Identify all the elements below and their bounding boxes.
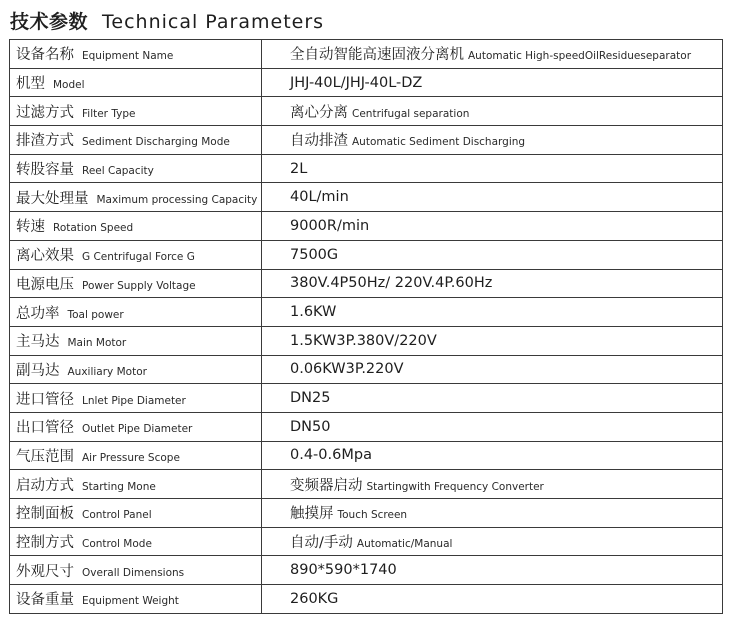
parameter-value-english: Startingwith Frequency Converter xyxy=(366,480,544,493)
parameter-value: 40L/min xyxy=(290,189,349,206)
parameter-label-cell xyxy=(10,97,262,126)
parameter-label-chinese: 机型 xyxy=(16,76,45,93)
parameter-label-english: Sediment Discharging Mode xyxy=(82,136,230,149)
parameter-value-cell xyxy=(262,412,723,441)
table-row xyxy=(10,68,723,97)
table-row xyxy=(10,384,723,413)
parameter-label-english: Main Motor xyxy=(67,337,127,350)
parameter-label-chinese: 离心效果 xyxy=(16,248,74,265)
parameter-value-english: Automatic High-speedOilResidueseparator xyxy=(468,50,692,63)
parameter-label-english: Power Supply Voltage xyxy=(82,279,196,292)
parameter-label-cell xyxy=(10,441,262,470)
table-row xyxy=(10,470,723,499)
parameter-label-chinese: 主马达 xyxy=(16,334,60,351)
table-row xyxy=(10,556,723,585)
table-row xyxy=(10,126,723,155)
parameter-value-cell xyxy=(262,470,723,499)
parameter-value: 0.4-0.6Mpa xyxy=(290,447,372,464)
parameter-value: 380V.4P50Hz/ 220V.4P.60Hz xyxy=(290,275,493,292)
parameter-label-chinese: 设备名称 xyxy=(16,47,74,64)
parameter-label-chinese: 转股容量 xyxy=(16,162,74,179)
parameter-value-cell xyxy=(262,212,723,241)
parameter-value-cell xyxy=(262,126,723,155)
parameter-label-english: Reel Capacity xyxy=(82,165,154,178)
parameter-value: 260KG xyxy=(290,590,339,607)
parameter-label-cell xyxy=(10,240,262,269)
parameter-value-cell xyxy=(262,355,723,384)
parameter-label-chinese: 过滤方式 xyxy=(16,104,74,121)
table-row xyxy=(10,212,723,241)
parameter-value-cell xyxy=(262,183,723,212)
parameter-value-cell xyxy=(262,585,723,614)
parameter-label-cell xyxy=(10,384,262,413)
parameter-value-cell xyxy=(262,68,723,97)
parameter-label-english: Lnlet Pipe Diameter xyxy=(82,394,186,407)
parameter-label-english: Starting Mone xyxy=(82,480,156,493)
parameter-value: 全自动智能高速固液分离机 xyxy=(290,47,464,64)
parameter-label-cell xyxy=(10,68,262,97)
parameter-label-chinese: 副马达 xyxy=(16,362,60,379)
parameter-value: 0.06KW3P.220V xyxy=(290,361,404,378)
parameter-label-cell xyxy=(10,40,262,69)
parameter-label-chinese: 设备重量 xyxy=(16,592,74,609)
parameter-value: 变频器启动 xyxy=(290,477,363,494)
parameter-label-english: G Centrifugal Force G xyxy=(82,251,195,264)
table-row xyxy=(10,441,723,470)
parameter-value-english: Touch Screen xyxy=(337,509,408,522)
parameter-label-cell xyxy=(10,269,262,298)
parameter-label-english: Air Pressure Scope xyxy=(82,451,180,464)
parameter-label-english: Model xyxy=(53,79,85,92)
parameter-label-cell xyxy=(10,183,262,212)
parameter-label-chinese: 排渣方式 xyxy=(16,133,74,150)
parameter-label-english: Toal power xyxy=(67,308,124,321)
table-body xyxy=(10,40,723,614)
parameter-value: DN25 xyxy=(290,390,331,407)
parameter-value: 890*590*1740 xyxy=(290,562,397,579)
table-row xyxy=(10,240,723,269)
parameter-label-english: Filter Type xyxy=(82,107,136,120)
parameter-label-english: Maximum processing Capacity xyxy=(96,193,258,206)
table-row xyxy=(10,97,723,126)
parameter-label-chinese: 电源电压 xyxy=(16,276,74,293)
parameter-value: JHJ-40L/JHJ-40L-DZ xyxy=(290,74,423,91)
table-row xyxy=(10,183,723,212)
parameter-label-cell xyxy=(10,154,262,183)
table-row xyxy=(10,499,723,528)
parameter-label-cell xyxy=(10,412,262,441)
parameter-label-chinese: 总功率 xyxy=(16,305,60,322)
parameter-label-english: Control Mode xyxy=(82,538,152,551)
parameter-label-chinese: 转速 xyxy=(16,219,45,236)
parameter-label-english: Auxiliary Motor xyxy=(67,365,147,378)
parameter-label-cell xyxy=(10,499,262,528)
table-row xyxy=(10,326,723,355)
parameter-label-cell xyxy=(10,470,262,499)
parameter-value: 7500G xyxy=(290,246,339,263)
technical-parameters-table xyxy=(9,39,723,614)
parameter-value: 自动/手动 xyxy=(290,535,353,552)
page-title xyxy=(10,8,324,36)
table-row xyxy=(10,154,723,183)
parameter-label-cell xyxy=(10,212,262,241)
table-row xyxy=(10,269,723,298)
parameter-label-english: Overall Dimensions xyxy=(82,566,185,579)
parameter-label-english: Equipment Name xyxy=(82,50,174,63)
parameter-value-english: Automatic/Manual xyxy=(356,538,453,551)
parameter-label-cell xyxy=(10,298,262,327)
parameter-value-cell xyxy=(262,384,723,413)
parameter-label-chinese: 出口管径 xyxy=(16,420,74,437)
parameter-value: DN50 xyxy=(290,418,331,435)
parameter-value-cell xyxy=(262,97,723,126)
parameter-label-cell xyxy=(10,585,262,614)
parameter-value: 自动排渣 xyxy=(290,133,348,150)
parameter-label-chinese: 控制面板 xyxy=(16,506,74,523)
parameter-value-cell xyxy=(262,326,723,355)
parameter-label-chinese: 气压范围 xyxy=(16,448,74,465)
parameter-value-cell xyxy=(262,441,723,470)
parameter-label-chinese: 进口管径 xyxy=(16,391,74,408)
parameter-label-english: Equipment Weight xyxy=(82,595,179,608)
parameter-value: 2L xyxy=(290,160,308,177)
table-row xyxy=(10,412,723,441)
parameter-label-cell xyxy=(10,527,262,556)
parameter-value: 1.6KW xyxy=(290,304,337,321)
parameter-value: 触摸屏 xyxy=(290,506,334,523)
table-row xyxy=(10,585,723,614)
parameter-label-cell xyxy=(10,355,262,384)
parameter-value-cell xyxy=(262,556,723,585)
parameter-value-cell xyxy=(262,527,723,556)
parameter-value-cell xyxy=(262,154,723,183)
parameter-value-cell xyxy=(262,269,723,298)
parameter-label-chinese: 最大处理量 xyxy=(16,190,89,207)
parameter-label-chinese: 控制方式 xyxy=(16,535,74,552)
parameter-value: 离心分离 xyxy=(290,104,348,121)
parameter-label-english: Rotation Speed xyxy=(53,222,134,235)
parameter-label-cell xyxy=(10,326,262,355)
parameter-label-chinese: 外观尺寸 xyxy=(16,563,74,580)
parameter-value-cell xyxy=(262,298,723,327)
title-english: Technical Parameters xyxy=(102,11,325,33)
parameter-label-english: Control Panel xyxy=(82,509,152,522)
title-chinese: 技术参数 xyxy=(10,11,89,33)
table-row xyxy=(10,527,723,556)
parameter-label-chinese: 启动方式 xyxy=(16,477,74,494)
parameter-value-english: Centrifugal separation xyxy=(352,107,470,120)
parameter-value-cell xyxy=(262,499,723,528)
parameter-value: 9000R/min xyxy=(290,217,370,234)
parameter-value-cell xyxy=(262,240,723,269)
table-row xyxy=(10,298,723,327)
table-row xyxy=(10,40,723,69)
parameter-value-english: Automatic Sediment Discharging xyxy=(352,136,526,149)
parameter-value-cell xyxy=(262,40,723,69)
parameter-value: 1.5KW3P.380V/220V xyxy=(290,332,437,349)
table-row xyxy=(10,355,723,384)
parameter-label-cell xyxy=(10,556,262,585)
parameter-label-english: Outlet Pipe Diameter xyxy=(82,423,193,436)
parameter-label-cell xyxy=(10,126,262,155)
